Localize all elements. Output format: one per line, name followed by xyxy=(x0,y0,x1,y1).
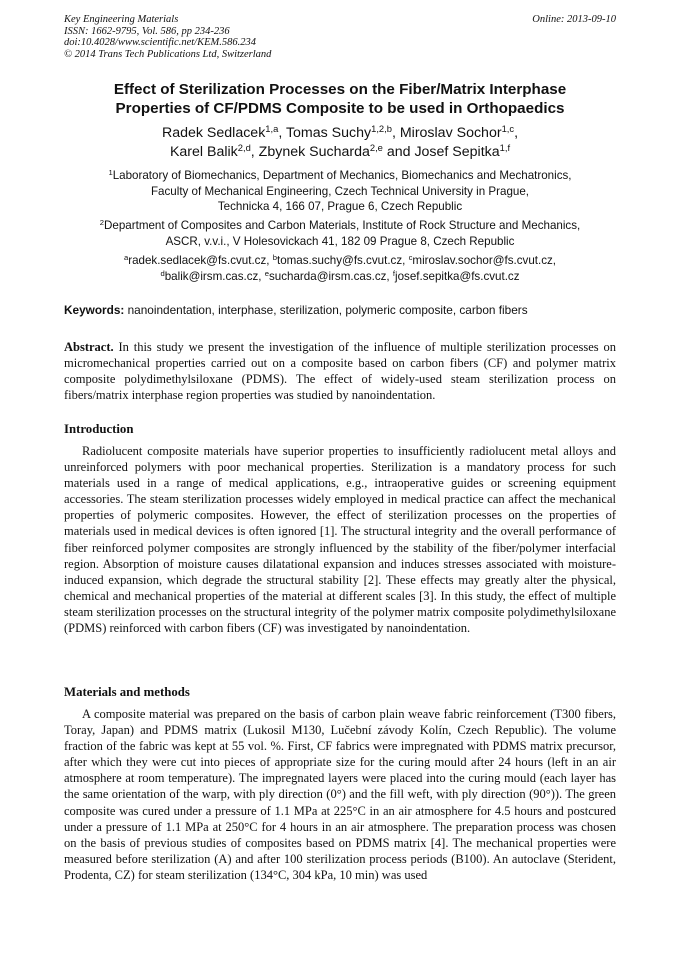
email-address[interactable]: radek.sedlacek@fs.cvut.cz, xyxy=(128,254,273,267)
author-affiliation-mark: 1,c xyxy=(501,123,515,134)
affiliation-line: Laboratory of Biomechanics, Department of Mechanics, Biomechanics and Mechatronics, xyxy=(112,169,572,182)
abstract-label: Abstract. xyxy=(64,340,114,354)
author-line-1 xyxy=(64,124,616,143)
email-mark: b xyxy=(272,252,277,262)
email-mark: a xyxy=(123,252,129,262)
journal-name: Key Engineering Materials xyxy=(64,14,179,25)
author-separator: , xyxy=(391,125,400,141)
email-line-2 xyxy=(64,269,616,285)
online-date: Online: 2013-09-10 xyxy=(532,14,616,25)
email-address[interactable]: balik@irsm.cas.cz, xyxy=(164,269,265,283)
email-address[interactable]: miroslav.sochor@fs.cvut.cz, xyxy=(412,254,557,267)
affiliation-number: 2 xyxy=(99,217,105,227)
author-name: Josef Sepitka xyxy=(414,144,500,160)
author-affiliation-mark: 1,a xyxy=(265,123,279,134)
author-affiliation-mark: 2,e xyxy=(369,142,383,153)
journal-issn: ISSN: 1662-9795, Vol. 586, pp 234-236 xyxy=(64,25,230,37)
section-heading-materials-methods: Materials and methods xyxy=(64,685,190,699)
author-name: Karel Balik xyxy=(169,144,238,160)
affiliation-number: 1 xyxy=(108,167,113,177)
author-separator: , xyxy=(514,125,519,141)
email-mark: c xyxy=(408,252,413,262)
keywords-text: nanoindentation, interphase, sterilization, polymeric composite, carbon fibers xyxy=(124,303,528,317)
author-affiliation-mark: 1,2,b xyxy=(371,123,392,134)
affiliation-2 xyxy=(64,218,616,249)
author-affiliation-mark: 1,f xyxy=(499,142,511,153)
keywords xyxy=(64,303,616,318)
materials-methods-body xyxy=(64,706,616,883)
author-name: Zbynek Sucharda xyxy=(258,144,370,160)
author-affiliation-mark: 2,d xyxy=(237,142,251,153)
abstract-text: In this study we present the investigation of the influence of multiple sterilization processes on micromechanical properties carried out on a composite based on carbon fibers (CF) and polymer matrix composite polydimethylsiloxane (PDMS). The effect of widely-used steam sterilization process on fibers/matrix interphase region properties was studied by nanoindentation. xyxy=(64,340,616,403)
email-list xyxy=(64,253,616,284)
title-line-1: Effect of Sterilization Processes on the Fiber/Matrix Interphase xyxy=(113,81,567,98)
paragraph: Radiolucent composite materials have superior properties to insufficiently radiolucent metal alloys and unreinforced polymers with poor mechanical properties. Sterilization is a mandatory process for such materials used in a range of medical applications, e.g., intraoperative guides or screening equipment accessories. The steam sterilization processes widely employed in medical practice can affect the mechanical properties of polymeric composites. However, the effect of sterilization processes on the properties of materials used in medical devices is often ignored [1]. The structural integrity and the overall performance of fiber reinforced polymer composites are strongly influenced by the stability of the fiber/polymer interfacial region. Absorption of moisture causes dilatational expansion and induces stresses associated with moisture-induced expansion, which degrade the structural stability [2]. These effects may greatly alter the physical, chemical and mechanical properties of the material at different scales [3]. In this study, the effect of multiple steam sterilization processes on the structural integrity of the polymer matrix composite polydimethylsiloxane (PDMS) reinforced with carbon fibers (CF) was investigated by nanoindentation. xyxy=(64,444,616,636)
author-name: Miroslav Sochor xyxy=(399,125,502,141)
email-line-1 xyxy=(64,253,616,269)
affiliation-line: Faculty of Mechanical Engineering, Czech Technical University in Prague, xyxy=(150,184,530,198)
section-heading-introduction: Introduction xyxy=(64,422,134,436)
email-address[interactable]: sucharda@irsm.cas.cz, xyxy=(269,269,393,283)
author-separator: , xyxy=(278,125,286,141)
journal-doi: doi:10.4028/www.scientific.net/KEM.586.234 xyxy=(64,37,256,49)
affiliation-line: Department of Composites and Carbon Materials, Institute of Rock Structure and Mechanics, xyxy=(104,219,581,232)
author-name: Tomas Suchy xyxy=(285,125,372,141)
journal-header xyxy=(64,14,616,60)
author-list xyxy=(64,124,616,162)
introduction-body xyxy=(64,443,616,636)
title-line-2: Properties of CF/PDMS Composite to be used in Orthopaedics xyxy=(115,100,565,117)
affiliation-1 xyxy=(64,168,616,215)
author-line-2 xyxy=(64,143,616,162)
email-address[interactable]: josef.sepitka@fs.cvut.cz xyxy=(395,269,520,283)
journal-copyright: © 2014 Trans Tech Publications Ltd, Switzerland xyxy=(64,48,272,60)
affiliation-line: Technicka 4, 166 07, Prague 6, Czech Republic xyxy=(217,200,463,214)
affiliation-line: ASCR, v.v.i., V Holesovickach 41, 182 09 Prague 8, Czech Republic xyxy=(165,234,515,248)
email-mark: d xyxy=(160,268,165,278)
abstract xyxy=(64,339,616,403)
email-mark: f xyxy=(392,268,395,278)
author-separator: , xyxy=(250,144,259,160)
author-separator: and xyxy=(382,144,415,160)
email-address[interactable]: tomas.suchy@fs.cvut.cz, xyxy=(276,254,409,267)
keywords-label: Keywords: xyxy=(64,303,125,317)
paper-title xyxy=(64,80,616,118)
paragraph: A composite material was prepared on the basis of carbon plain weave fabric reinforcement (T300 fibers, Toray, Japan) and PDMS matrix (Lukosil M130, Lučební závody Kolín, Czech Republic). The volume fraction of the fabric was kept at 55 vol. %. First, CF fabrics were impregnated with PDMS matrix precursor, after which they were cut into pieces of appropriate size for the curing mould after 24 hours (left in an air atmosphere at room temperature). The impregnated layers were placed into the curing mould (each layer has the same orientation of the warp, with ply direction (0°) and the fill weft, with ply direction (90°)). The green composite was cured under a pressure of 1.1 MPa at 225°C in an air atmosphere for 4.5 hours and postcured under a pressure of 1.1 MPa at 250°C for 4 hours in an air atmosphere. The preparation process was chosen on the basis of previous studies of composites based on PDMS matrix [4]. The mechanical properties were measured before sterilization (A) and after 100 sterilization process periods (B100). An autoclave (Sterident, Prodenta, CZ) for steam sterilization (134°C, 304 kPa, 10 min) was used xyxy=(64,707,616,882)
author-name: Radek Sedlacek xyxy=(161,125,266,141)
email-mark: e xyxy=(264,268,269,278)
